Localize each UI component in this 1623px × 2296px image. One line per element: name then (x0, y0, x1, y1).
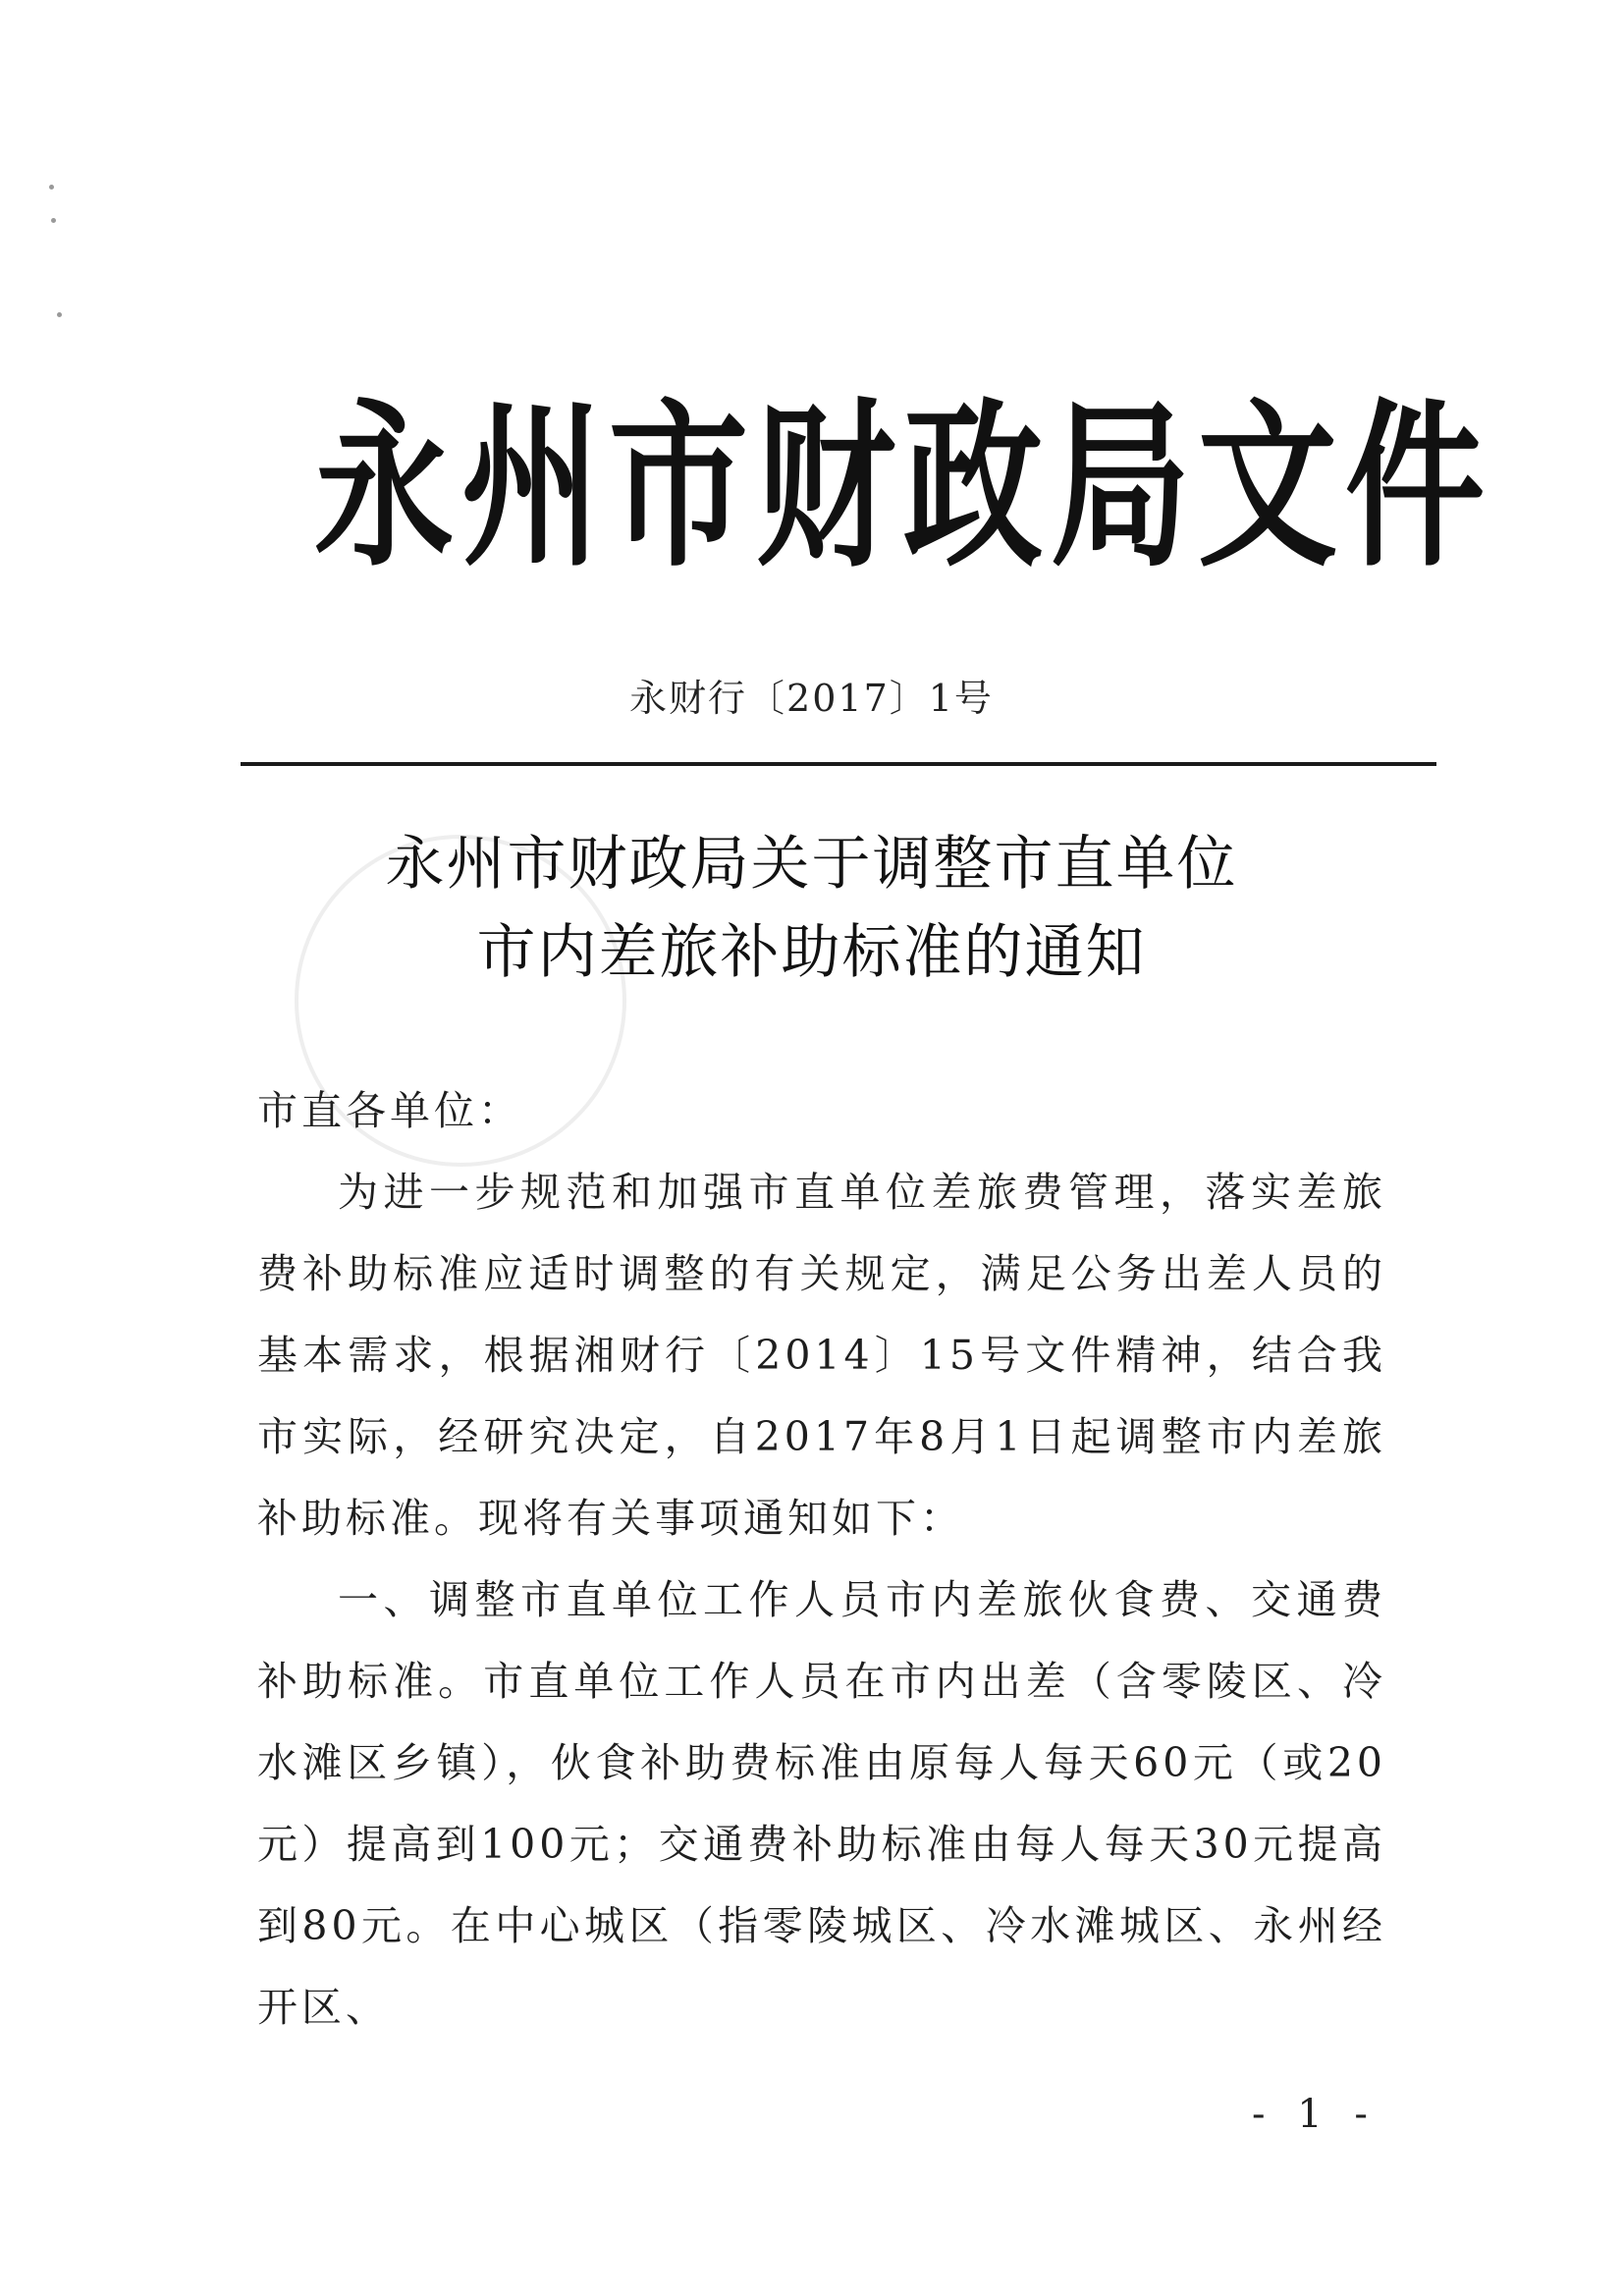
document-body (257, 1070, 1386, 2049)
page-number: - 1 - (1252, 2092, 1378, 2137)
header-divider (241, 762, 1436, 766)
scan-speck (49, 185, 54, 190)
paragraph-item-1: 一、调整市直单位工作人员市内差旅伙食费、交通费补助标准。市直单位工作人员在市内出差（含零陵区、冷水滩区乡镇），伙食补助费标准由原每人每天60元（或20元）提高到100元；交通费补助标准由每人每天30元提高到80元。在中心城区（指零陵城区、冷水滩城区、永州经开区、 (257, 1576, 1386, 2031)
salutation: 市直各单位： (257, 1087, 522, 1134)
scan-speck (51, 218, 56, 223)
notice-title-line2: 市内差旅补助标准的通知 (476, 918, 1147, 987)
notice-title-line1: 永州市财政局关于调整市直单位 (385, 830, 1238, 899)
document-header-title: 永州市财政局文件 (314, 382, 1492, 592)
scan-speck (57, 312, 62, 317)
paragraph-intro: 为进一步规范和加强市直单位差旅费管理，落实差旅费补助标准应适时调整的有关规定，满足公务出差人员的基本需求，根据湘财行〔2014〕15号文件精神，结合我市实际，经研究决定，自2017年8月1日起调整市内差旅补助标准。现将有关事项通知如下： (257, 1169, 1386, 1542)
document-number: 永财行〔2017〕1号 (629, 677, 994, 720)
